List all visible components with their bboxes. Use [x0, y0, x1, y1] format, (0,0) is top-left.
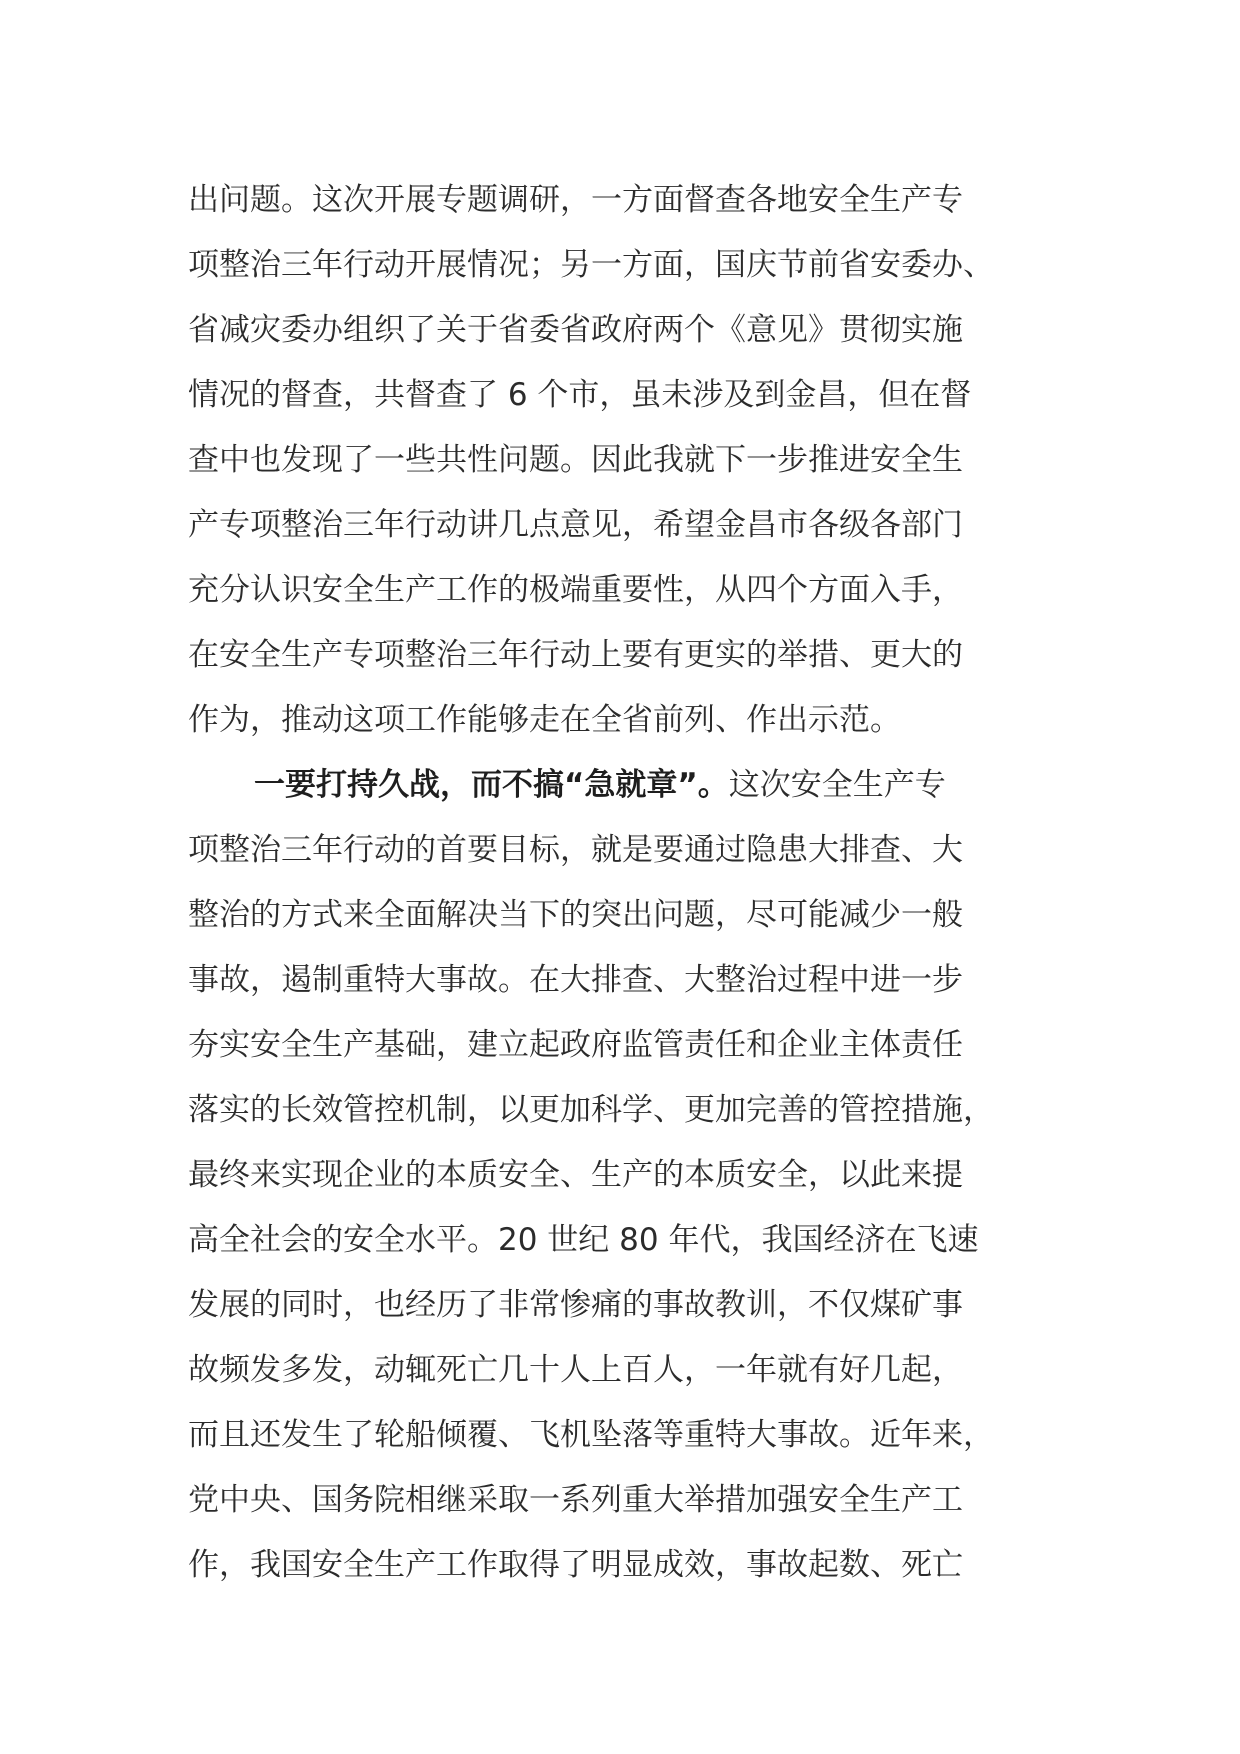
text-line: 夯实安全生产基础，建立起政府监管责任和企业主体责任: [188, 1027, 963, 1063]
text-line: 落实的长效管控机制，以更加科学、更加完善的管控措施，: [188, 1092, 994, 1128]
text-line: 最终来实现企业的本质安全、生产的本质安全，以此来提: [188, 1157, 963, 1193]
text-line: 高全社会的安全水平。20 世纪 80 年代，我国经济在飞速: [188, 1222, 979, 1258]
text-line: 党中央、国务院相继采取一系列重大举措加强安全生产工: [188, 1482, 963, 1518]
text-line: 省减灾委办组织了关于省委省政府两个《意见》贯彻实施: [188, 312, 963, 348]
text-line: 项整治三年行动开展情况；另一方面，国庆节前省安委办、: [188, 247, 994, 283]
text-line: 事故，遏制重特大事故。在大排查、大整治过程中进一步: [188, 962, 963, 998]
paragraph-point-one: [188, 753, 1068, 1598]
text-line: 作，我国安全生产工作取得了明显成效，事故起数、死亡: [188, 1547, 963, 1583]
text-line: 发展的同时，也经历了非常惨痛的事故教训，不仅煤矿事: [188, 1287, 963, 1323]
text-line: 作为，推动这项工作能够走在全省前列、作出示范。: [188, 702, 901, 738]
text-line: 项整治三年行动的首要目标，就是要通过隐患大排查、大: [188, 832, 963, 868]
text-line: 充分认识安全生产工作的极端重要性，从四个方面入手，: [188, 572, 963, 608]
text-line: 产专项整治三年行动讲几点意见，希望金昌市各级各部门: [188, 507, 963, 543]
text-line: 整治的方式来全面解决当下的突出问题，尽可能减少一般: [188, 897, 963, 933]
text-line: 情况的督查，共督查了 6 个市，虽未涉及到金昌，但在督: [188, 377, 972, 413]
text-line: 故频发多发，动辄死亡几十人上百人，一年就有好几起，: [188, 1352, 963, 1388]
document-body: [188, 168, 1068, 1598]
paragraph-continuation: [188, 168, 1068, 753]
text-line: 在安全生产专项整治三年行动上要有更实的举措、更大的: [188, 637, 963, 673]
first-line: [188, 753, 1068, 818]
text-line: 出问题。这次开展专题调研，一方面督查各地安全生产专: [188, 182, 963, 218]
text-span: 这次安全生产专: [728, 767, 946, 803]
text-line: 查中也发现了一些共性问题。因此我就下一步推进安全生: [188, 442, 963, 478]
point-heading: 一要打持久战，而不搞“急就章”。: [254, 767, 729, 803]
text-line: 而且还发生了轮船倾覆、飞机坠落等重特大事故。近年来，: [188, 1417, 994, 1453]
